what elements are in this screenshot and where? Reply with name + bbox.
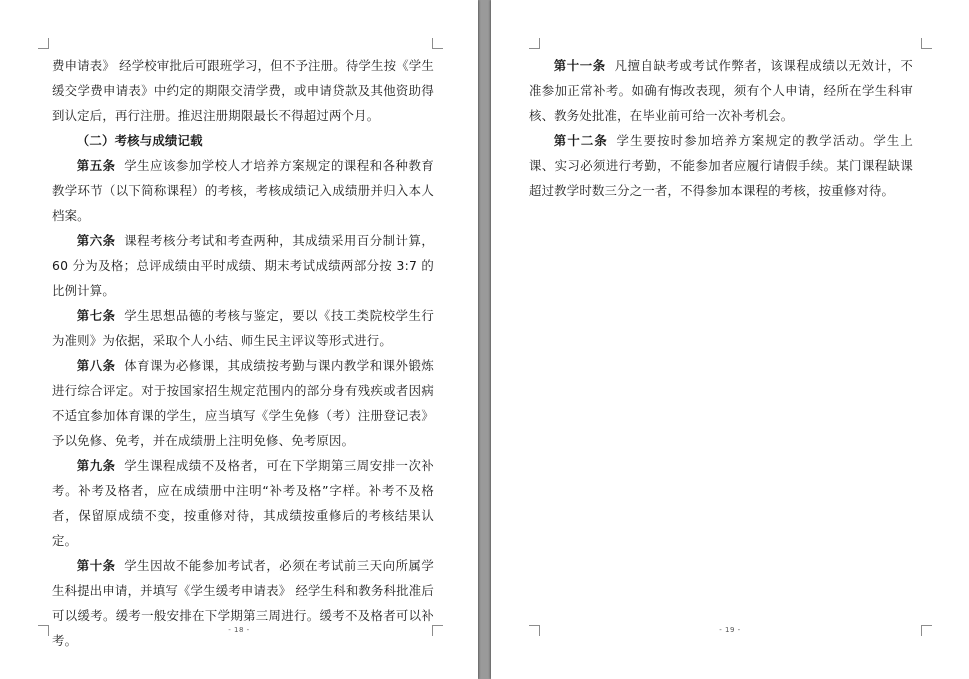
page-number: - 19 - (719, 626, 741, 634)
article-paragraph (52, 228, 434, 303)
article-text: 体育课为必修课，其成绩按考勤与课内教学和课外锻炼进行综合评定。对于按国家招生规定范围内的部分身有残疾或者因病不适宜参加体育课的学生，应当填写《学生免修（考）注册登记表》予以免修、免考，并在成绩册上注明免修、免考原因。 (52, 358, 434, 448)
article-paragraph (52, 553, 434, 653)
article-text: 学生因故不能参加考试者，必须在考试前三天向所属学生科提出申请，并填写《学生缓考申请表》 经学生科和教务科批准后可以缓考。缓考一般安排在下学期第三周进行。缓考不及格者可以补考。 (52, 558, 434, 648)
article-number: 第十二条 (553, 133, 608, 148)
article-number: 第五条 (76, 158, 116, 173)
article-text: 学生思想品德的考核与鉴定，要以《技工类院校学生行为准则》为依据，采取个人小结、师生民主评议等形式进行。 (52, 308, 434, 348)
continued-paragraph: 费申请表》 经学校审批后可跟班学习，但不予注册。待学生按《学生缓交学费申请表》中约定的期限交清学费，或申请贷款及其他资助得到认定后，再行注册。推迟注册期限最长不得超过两个月。 (52, 58, 434, 123)
article-paragraph (52, 153, 434, 228)
document-page-18 (0, 0, 478, 679)
crop-mark-top-right (921, 38, 932, 49)
article-text: 课程考核分考试和考查两种，其成绩采用百分制计算，60 分为及格；总评成绩由平时成绩、期末考试成绩两部分按 3:7 的比例计算。 (52, 233, 434, 298)
article-number: 第七条 (76, 308, 116, 323)
page-body (52, 53, 434, 653)
page-number: - 18 - (228, 626, 250, 634)
article-text: 凡擅自缺考或考试作弊者，该课程成绩以无效计，不准参加正常补考。如确有悔改表现，须有个人申请，经所在学生科审核、教务处批准，在毕业前可给一次补考机会。 (529, 58, 913, 123)
article-paragraph (529, 128, 913, 203)
article-number: 第八条 (76, 358, 116, 373)
article-text: 学生应该参加学校人才培养方案规定的课程和各种教育教学环节（以下简称课程）的考核，考核成绩记入成绩册并归入本人档案。 (52, 158, 434, 223)
article-paragraph (52, 453, 434, 553)
document-page-19 (491, 0, 969, 679)
article-paragraph (52, 353, 434, 453)
article-number: 第十条 (76, 558, 116, 573)
article-paragraph (52, 303, 434, 353)
article-paragraph (529, 53, 913, 128)
article-number: 第九条 (76, 458, 116, 473)
article-text: 学生课程成绩不及格者，可在下学期第三周安排一次补考。补考及格者，应在成绩册中注明“补考及格”字样。补考不及格者，保留原成绩不变，按重修对待，其成绩按重修后的考核结果认定。 (52, 458, 434, 548)
crop-mark-top-left (529, 38, 540, 49)
section-heading: （二）考核与成绩记载 (76, 133, 203, 148)
crop-mark-top-right (432, 38, 443, 49)
page-body (529, 53, 913, 203)
article-number: 第十一条 (553, 58, 606, 73)
article-number: 第六条 (76, 233, 116, 248)
crop-mark-top-left (38, 38, 49, 49)
article-text: 学生要按时参加培养方案规定的教学活动。学生上课、实习必须进行考勤，不能参加者应履行请假手续。某门课程缺课超过教学时数三分之一者，不得参加本课程的考核，按重修对待。 (529, 133, 913, 198)
